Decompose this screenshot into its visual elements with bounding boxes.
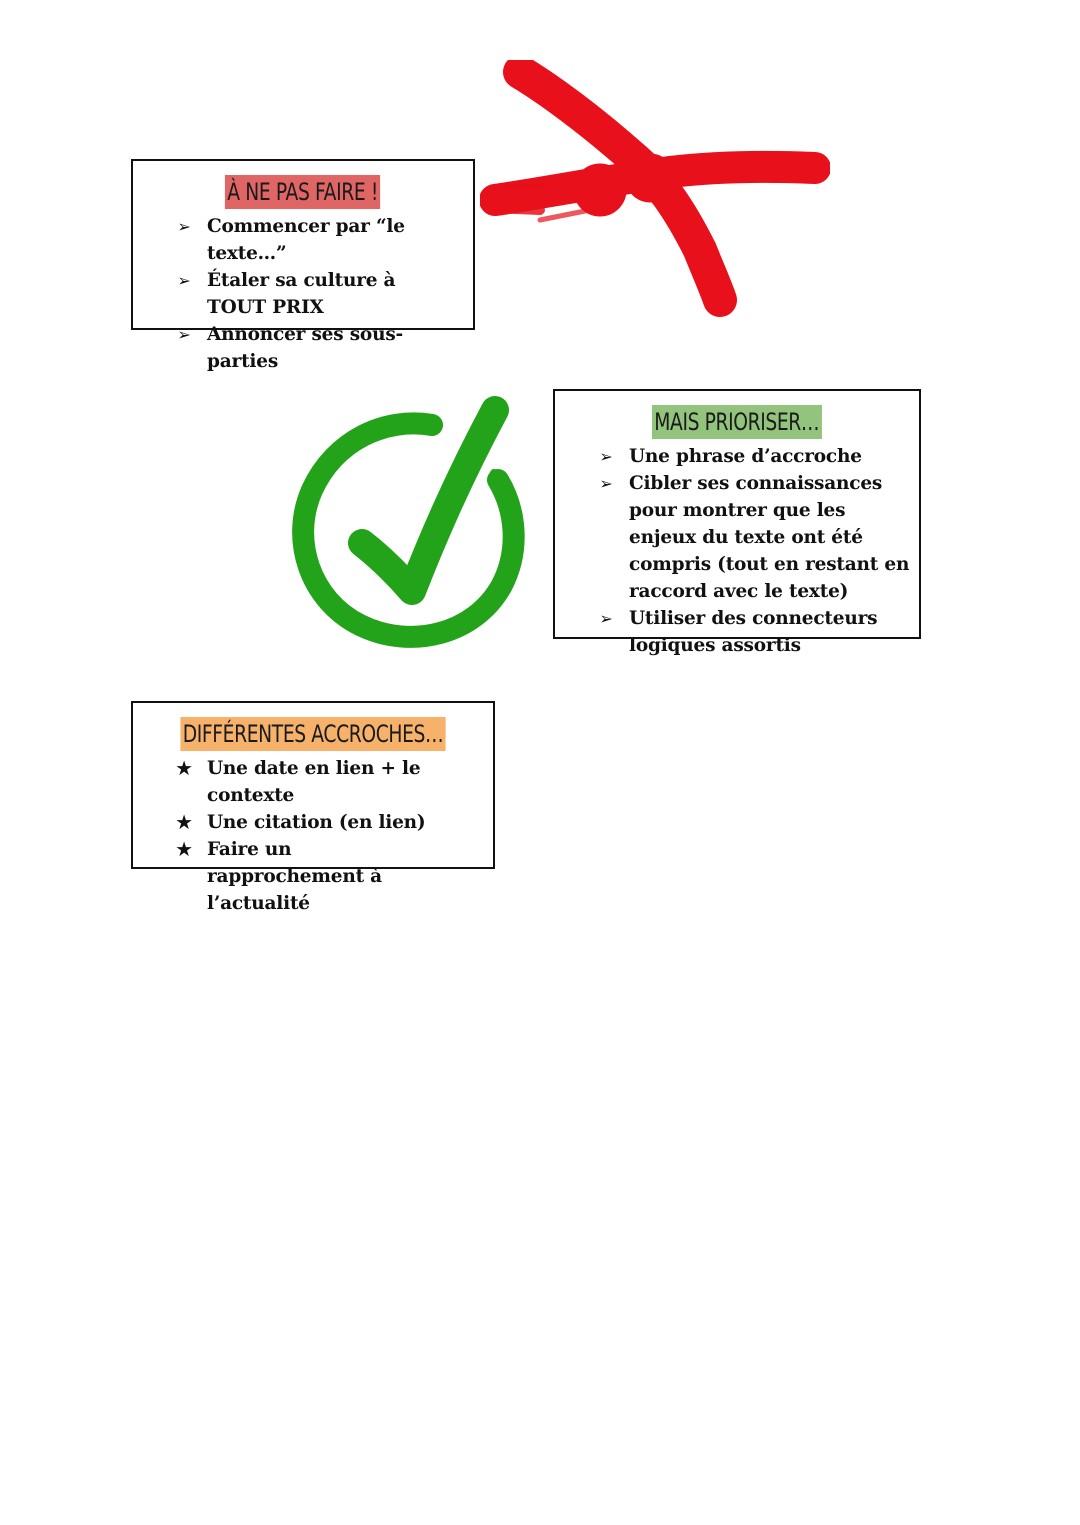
do-box: [553, 389, 921, 656]
arrowhead-bullet-icon: ➢: [599, 447, 613, 466]
list-item: [555, 605, 919, 659]
list-item: [555, 470, 919, 605]
hooks-box-title-wrap: [133, 717, 493, 751]
arrowhead-bullet-icon: ➢: [177, 217, 191, 236]
arrowhead-bullet-icon: ➢: [177, 271, 191, 290]
hooks-box-title: DIFFÉRENTES ACCROCHES…: [180, 717, 445, 751]
arrowhead-bullet-icon: ➢: [599, 474, 613, 493]
do-list: [555, 443, 919, 659]
arrowhead-bullet-icon: ➢: [599, 609, 613, 628]
dont-box-title: À NE PAS FAIRE !: [225, 175, 380, 209]
arrowhead-bullet-icon: ➢: [177, 325, 191, 344]
list-item-text: Annoncer ses sous-parties: [207, 324, 404, 372]
do-box-title: MAIS PRIORISER…: [652, 405, 822, 439]
star-bullet-icon: ★: [175, 756, 193, 780]
list-item: [133, 267, 473, 321]
star-bullet-icon: ★: [175, 837, 193, 861]
list-item: [133, 755, 493, 809]
list-item: [133, 809, 493, 836]
list-item: [133, 321, 473, 375]
list-item-text: Une phrase d’accroche: [629, 446, 862, 467]
list-item-text: Faire un rapprochement à l’actualité: [207, 839, 382, 914]
list-item: [555, 443, 919, 470]
list-item-text: Étaler sa culture à TOUT PRIX: [207, 270, 396, 318]
green-brush-checkmark-icon: [280, 395, 535, 660]
star-bullet-icon: ★: [175, 810, 193, 834]
dont-box: [131, 159, 475, 372]
list-item-text: Une date en lien + le contexte: [207, 758, 421, 806]
list-item-text: Commencer par “le texte…”: [207, 216, 405, 264]
list-item-text: Cibler ses connaissances pour montrer que les enjeux du texte ont été compris (tout en restant en raccord avec le texte): [629, 473, 910, 602]
hooks-list: [133, 755, 493, 917]
hooks-box: [131, 701, 495, 914]
do-box-title-wrap: [555, 405, 919, 439]
list-item: [133, 836, 493, 917]
list-item: [133, 213, 473, 267]
list-item-text: Utiliser des connecteurs logiques assortis: [629, 608, 878, 656]
list-item-text: Une citation (en lien): [207, 812, 426, 833]
dont-list: [133, 213, 473, 375]
dont-box-title-wrap: [133, 175, 473, 209]
red-brush-cross-icon: [480, 60, 830, 320]
